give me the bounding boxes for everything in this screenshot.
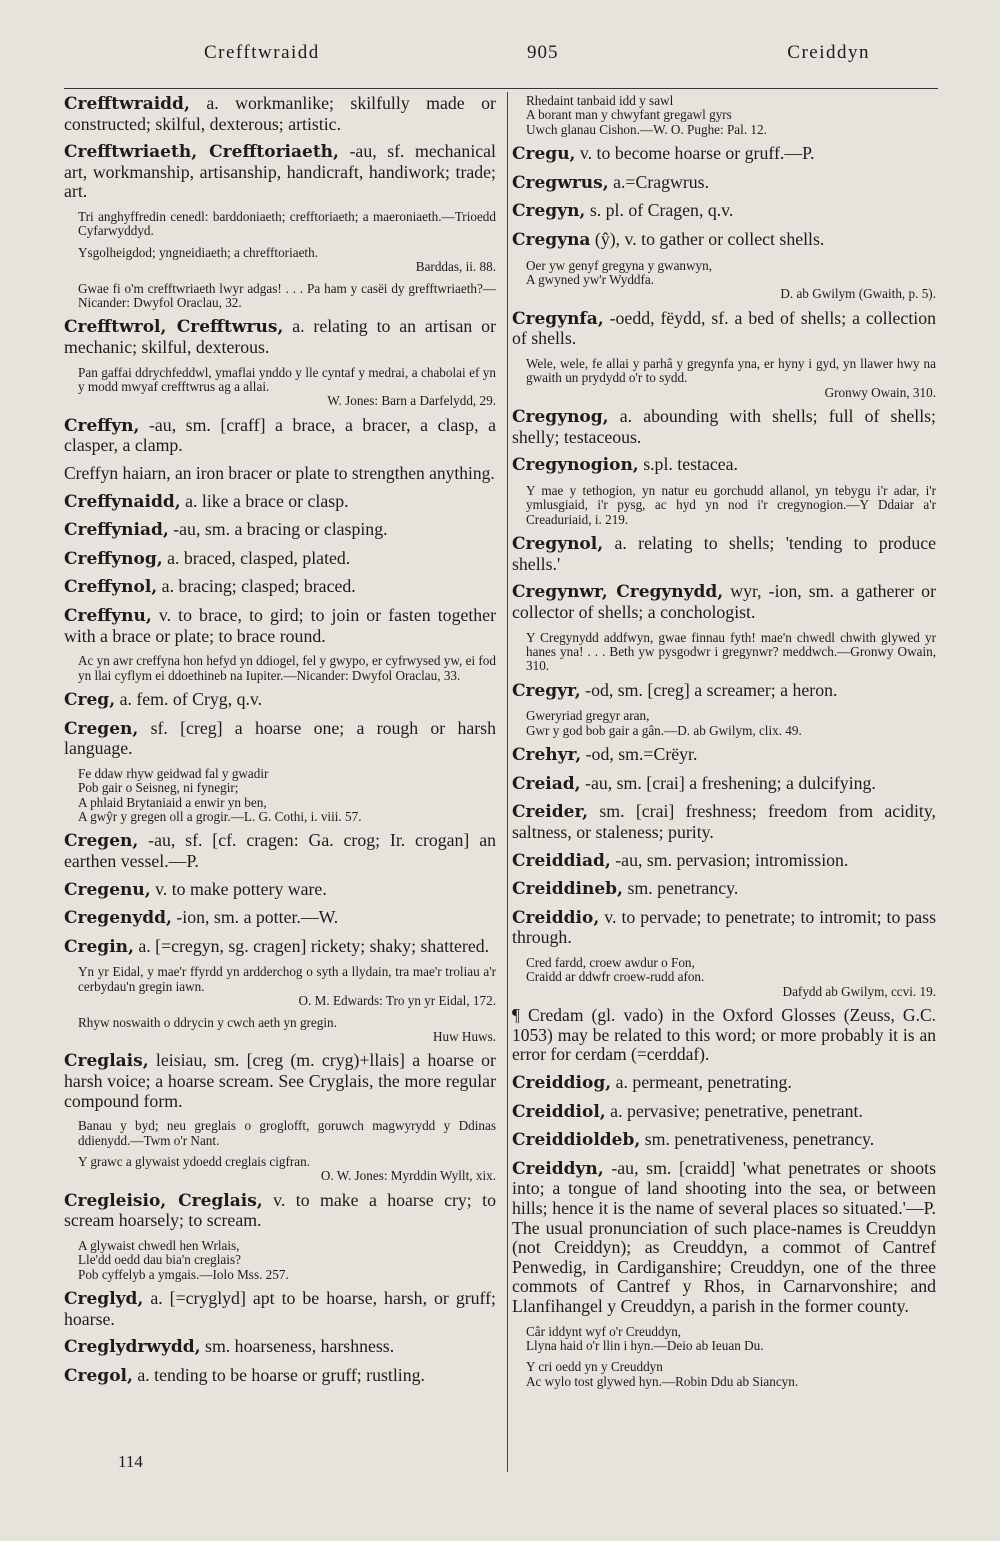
signature-mark: 114 <box>118 1452 143 1471</box>
entry-headword: Cregynwr, Cregynydd, <box>512 582 724 603</box>
dictionary-entry <box>64 831 496 871</box>
dictionary-entry <box>64 1191 496 1231</box>
dictionary-entry <box>64 1289 496 1329</box>
quote-line: Yn yr Eidal, y mae'r ffyrdd yn ardderchog o syth a llydain, tra mae'r troliau a'r cerbydau'n gregin iawn. <box>78 964 496 994</box>
dictionary-entry <box>512 1073 936 1094</box>
entry-headword: Creiddineb, <box>512 879 623 900</box>
dictionary-entry <box>64 577 496 598</box>
entry-headword: Creiddiog, <box>512 1072 612 1093</box>
quote-source: Gronwy Owain, 310. <box>824 384 936 400</box>
dictionary-entry <box>64 317 496 357</box>
quote-source: O. M. Edwards: Tro yn yr Eidal, 172. <box>298 993 496 1009</box>
entry-definition: -od, sm.=Crëyr. <box>585 744 698 765</box>
dictionary-entry <box>64 880 496 901</box>
entry-headword: Crefftwriaeth, Crefftoriaeth, <box>64 142 339 163</box>
dictionary-entry <box>512 534 936 574</box>
entry-definition: a. abounding with shells; full of shells; shelly; testaceous. <box>512 406 936 447</box>
citation-quote <box>526 357 936 400</box>
entry-headword: Crefftwrol, Crefftwrus, <box>64 317 284 338</box>
entry-headword: Cregynol, <box>512 534 604 555</box>
entry-definition: a. bracing; clasped; braced. <box>161 576 356 597</box>
entry-definition: a. relating to shells; 'tending to produce shells.' <box>512 533 936 574</box>
left-column <box>64 94 496 1395</box>
entry-headword: Cregynog, <box>512 407 609 428</box>
quote-line: Pob gair o Seisneg, ni fynegir; <box>78 780 239 796</box>
quote-source: O. W. Jones: Myrddin Wyllt, xix. <box>320 1168 496 1184</box>
quote-line: Fe ddaw rhyw geidwad fal y gwadir <box>78 765 269 781</box>
entry-definition: -au, sm. [craff] a brace, a bracer, a clasp, a clasper, a clamp. <box>64 414 496 456</box>
entry-definition: v. to make pottery ware. <box>155 878 327 899</box>
entry-definition: a. [=cryglyd] apt to be hoarse, harsh, or gruff; hoarse. <box>64 1288 496 1329</box>
entry-definition: a. braced, clasped, plated. <box>167 547 351 568</box>
entry-headword: Creiddio, <box>512 907 600 928</box>
entry-definition: -ion, sm. a potter.—W. <box>176 907 339 928</box>
dictionary-entry <box>64 1337 496 1358</box>
entry-headword: Creffyn, <box>64 415 140 436</box>
dictionary-entry <box>512 802 936 842</box>
entry-definition: a. relating to an artisan or mechanic; skilful, dexterous. <box>64 316 496 357</box>
dictionary-entry <box>512 1159 936 1317</box>
entry-definition: a. tending to be hoarse or gruff; rustling. <box>137 1364 425 1385</box>
dictionary-entry <box>512 582 936 622</box>
citation-quote <box>78 767 496 825</box>
entry-definition: a. pervasive; penetrative, penetrant. <box>610 1100 863 1121</box>
citation-quote <box>526 631 936 674</box>
entry-headword: Cregen, <box>64 718 139 739</box>
dictionary-entry <box>512 407 936 447</box>
entry-definition: s.pl. testacea. <box>643 454 738 475</box>
dictionary-entry <box>64 520 496 541</box>
entry-headword: Creffyniad, <box>64 520 169 541</box>
entry-definition: a. like a brace or clasp. <box>185 490 349 511</box>
quote-source: Huw Huws. <box>432 1028 496 1044</box>
entry-definition: -au, sm. a bracing or clasping. <box>173 519 388 540</box>
citation-quote <box>78 1119 496 1148</box>
citation-quote <box>526 94 936 137</box>
citation-quote <box>526 1360 936 1389</box>
entry-definition: -au, sf. [cf. cragen: Ga. crog; Ir. crogan] an earthen vessel.—P. <box>64 830 496 871</box>
dictionary-entry <box>512 173 936 194</box>
quote-line: Ysgolheigdod; yngneidiaeth; a chrefftoriaeth. <box>78 244 318 260</box>
citation-quote <box>78 366 496 409</box>
quote-line: Wele, wele, fe allai y parhâ y gregynfa yna, er hyny i gyd, yn llawer hwy na gwaith un prydydd o'r to sydd. <box>526 356 936 386</box>
citation-quote <box>78 282 496 311</box>
entry-definition: sm. [crai] freshness; freedom from acidity, saltness, or staleness; purity. <box>512 801 937 842</box>
entry-definition: sf. [creg] a hoarse one; a rough or harsh language. <box>64 717 496 759</box>
quote-source: W. Jones: Barn a Darfelydd, 29. <box>327 393 496 409</box>
citation-quote <box>78 210 496 239</box>
entry-definition: a. workmanlike; skilfully made or constructed; skilful, dexterous; artistic. <box>64 93 496 134</box>
dictionary-entry <box>512 745 936 766</box>
dictionary-entry <box>64 1366 496 1387</box>
quote-line: Pob cyffelyb a ymgais.—Iolo Mss. 257. <box>78 1266 289 1282</box>
entry-definition: a. fem. of Cryg, q.v. <box>119 688 263 709</box>
entry-headword: Cregenydd, <box>64 908 172 929</box>
quote-line: Gwr y god bob gair a gân.—D. ab Gwilym, clix. 49. <box>526 722 802 738</box>
quote-line: A phlaid Brytaniaid a enwir yn ben, <box>78 794 267 810</box>
entry-headword: Cregin, <box>64 936 134 957</box>
dictionary-entry <box>512 1130 936 1151</box>
citation-quote <box>526 709 936 738</box>
citation-quote <box>78 1239 496 1282</box>
quote-line: Y mae y tethogion, yn natur eu gorchudd allanol, yn tebygu i'r adar, i'r ymlusgiaid, i'r pysg, ac hyd yn nod i'r cregynogion.—Y Ddaiar a'r Creaduriaid, i. 219. <box>526 483 936 527</box>
citation-quote <box>526 484 936 527</box>
quote-line: A gwyned yw'r Wyddfa. <box>526 272 655 287</box>
page-number: 905 <box>527 42 559 63</box>
citation-quote <box>526 1325 936 1354</box>
dictionary-entry <box>64 690 496 711</box>
entry-definition: -au, sf. mechanical art, workmanship, artisanship, handicraft, handiwork; trade; art. <box>64 141 496 202</box>
quote-line: Gwae fi o'm crefftwriaeth lwyr adgas! . . . Pa ham y casëi dy grefftwriaeth?—Nicander: Dwyfol Oraclau, 32. <box>78 280 496 310</box>
dictionary-entry <box>512 908 936 948</box>
citation-quote <box>78 965 496 1008</box>
entry-paragraph: ¶ Credam (gl. vado) in the Oxford Glosses (Zeuss, G.C. 1053) may be related to this word; or more probably it is an error for cerdam (=cerddaf). <box>512 1005 936 1065</box>
quote-line: A glywaist chwedl hen Wrlais, <box>78 1237 240 1253</box>
quote-line: Lle'dd oedd dau bia'n creglais? <box>78 1252 241 1268</box>
quote-source: D. ab Gwilym (Gwaith, p. 5). <box>780 286 936 302</box>
header-right-guide-word: Creiddyn <box>787 42 870 63</box>
quote-line: Rhyw noswaith o ddrycin y cwch aeth yn gregin. <box>78 1014 337 1030</box>
entry-headword: Creg, <box>64 689 116 710</box>
entry-headword: Crehyr, <box>512 745 582 766</box>
dictionary-entry <box>512 201 936 222</box>
quote-line: Y cri oedd yn y Creuddyn <box>526 1359 663 1375</box>
entry-definition: sm. hoarseness, harshness. <box>205 1336 395 1357</box>
entry-headword: Creffynaidd, <box>64 491 181 512</box>
entry-headword: Cregynfa, <box>512 308 604 329</box>
column-divider <box>507 92 508 1472</box>
quote-source: Barddas, ii. 88. <box>415 259 496 275</box>
entry-definition: -au, sm. pervasion; intromission. <box>615 849 849 870</box>
entry-headword: Creffynol, <box>64 577 158 598</box>
dictionary-entry <box>64 606 496 646</box>
citation-quote <box>78 1016 496 1045</box>
entry-definition: v. to pervade; to penetrate; to intromit; to pass through. <box>512 906 936 948</box>
quote-line: Pan gaffai ddrychfeddwl, ymaflai ynddo y lle cyntaf y medrai, a chabolai ef yn y modd mwyaf crefftwrus ag a allai. <box>78 364 496 394</box>
entry-headword: Creiddioldeb, <box>512 1130 641 1151</box>
entry-headword: Cregyna <box>512 230 591 250</box>
dictionary-entry <box>512 309 936 349</box>
entry-definition: a. permeant, penetrating. <box>615 1071 792 1092</box>
entry-headword: Crefftwraidd, <box>64 94 190 114</box>
quote-line: Tri anghyffredin cenedl: barddoniaeth; crefftoriaeth; a maeroniaeth.—Trioedd Cyfarwyddyd. <box>78 208 496 239</box>
entry-definition: v. to make a hoarse cry; to scream hoarsely; to scream. <box>64 1189 496 1231</box>
quote-line: Ac yn awr creffyna hon hefyd yn ddiogel, fel y gwypo, er cyfrwysed yw, ei fod yn llai cyflym ei ddoethineb na Iupiter.—Nicander: Dwyfol Oraclau, 33. <box>78 653 496 683</box>
entry-headword: Creffynog, <box>64 548 163 569</box>
dictionary-entry <box>512 681 936 702</box>
citation-quote <box>526 259 936 302</box>
entry-definition: leisiau, sm. [creg (m. cryg)+llais] a hoarse or harsh voice; a hoarse scream. See Cryglais, the more regular compound form. <box>64 1050 496 1111</box>
entry-headword: Creglais, <box>64 1051 149 1072</box>
quote-line: A borant man y chwyfant gregawl gyrs <box>526 107 732 123</box>
entry-headword: Cregynogion, <box>512 455 639 476</box>
dictionary-entry <box>64 416 496 456</box>
dictionary-entry <box>64 937 496 958</box>
entry-headword: Creiddyn, <box>512 1158 604 1179</box>
entry-paragraph: Creffyn haiarn, an iron bracer or plate to strengthen anything. <box>64 463 495 483</box>
dictionary-entry <box>512 774 936 795</box>
entry-definition: -od, sm. [creg] a screamer; a heron. <box>585 679 838 700</box>
quote-line: Rhedaint tanbaid idd y sawl <box>526 93 674 108</box>
quote-line: Y Cregynydd addfwyn, gwae finnau fyth! mae'n chwedl chwith glywed yr hanes yna! . . . Beth yw pysgodwr i gregynwr? meddwch.—Gronwy Owain, 310. <box>526 629 936 674</box>
dictionary-entry <box>64 142 496 202</box>
dictionary-entry <box>512 1102 936 1123</box>
entry-headword: Cregyr, <box>512 680 581 701</box>
entry-headword: Cregwrus, <box>512 172 609 193</box>
entry-definition: -au, sm. [crai] a freshening; a dulcifying. <box>585 772 876 793</box>
dictionary-entry <box>64 94 496 134</box>
entry-headword: Cregu, <box>512 144 576 165</box>
entry-headword: Creglydrwydd, <box>64 1337 201 1358</box>
entry-headword: Cregol, <box>64 1365 133 1386</box>
dictionary-entry <box>512 455 936 476</box>
entry-headword: Cregenu, <box>64 879 151 900</box>
entry-headword: Creider, <box>512 802 589 823</box>
dictionary-entry <box>64 719 496 759</box>
quote-line: Gweryriad gregyr aran, <box>526 708 650 724</box>
quote-line: Câr iddynt wyf o'r Creuddyn, <box>526 1323 682 1339</box>
entry-headword: Cregleisio, Creglais, <box>64 1190 263 1211</box>
entry-definition: (ŷ), v. to gather or collect shells. <box>594 229 825 249</box>
quote-line: Llyna haid o'r llin i hyn.—Deio ab Ieuan Du. <box>526 1337 764 1353</box>
quote-line: A gwŷr y gregen oll a grogir.—L. G. Cothi, i. viii. 57. <box>78 808 362 824</box>
citation-quote <box>78 1155 496 1184</box>
quote-line: Ac wylo tost glywed hyn.—Robin Ddu ab Siancyn. <box>526 1373 799 1389</box>
quote-line: Uwch glanau Cishon.—W. O. Pughe: Pal. 12. <box>526 121 767 137</box>
right-column <box>512 94 936 1396</box>
running-header <box>62 42 940 72</box>
dictionary-entry <box>64 908 496 929</box>
entry-definition: v. to brace, to gird; to join or fasten together with a brace or plate; to brace round. <box>64 604 496 646</box>
quote-line: Craidd ar ddwfr croew-rudd afon. <box>526 969 705 985</box>
dictionary-entry <box>512 879 936 900</box>
entry-headword: Creffynu, <box>64 605 152 626</box>
citation-quote <box>526 956 936 999</box>
quote-line: Banau y byd; neu greglais o groglofft, goruwch magwyrydd y Ddinas ddienydd.—Twm o'r Nant. <box>78 1118 496 1148</box>
entry-definition: sm. penetrativeness, penetrancy. <box>644 1129 875 1150</box>
entry-definition: v. to become hoarse or gruff.—P. <box>579 143 815 164</box>
entry-headword: Cregen, <box>64 831 139 852</box>
header-rule <box>64 88 938 89</box>
dictionary-entry <box>512 851 936 872</box>
quote-source: Dafydd ab Gwilym, ccvi. 19. <box>782 983 936 999</box>
entry-headword: Creglyd, <box>64 1289 144 1310</box>
entry-definition: -oedd, fëydd, sf. a bed of shells; a collection of shells. <box>512 307 936 349</box>
entry-headword: Creiddiol, <box>512 1101 606 1122</box>
entry-definition: wyr, -ion, sm. a gatherer or collector of shells; a conchologist. <box>512 581 936 622</box>
dictionary-entry <box>64 1051 496 1111</box>
quote-line: Oer yw genyf gregyna y gwanwyn, <box>526 257 713 273</box>
entry-definition: a. [=cregyn, sg. cragen] rickety; shaky; shattered. <box>138 935 490 956</box>
quote-line: Y grawc a glywaist ydoedd creglais cigfran. <box>78 1153 311 1169</box>
entry-headword: Creiddiad, <box>512 850 611 871</box>
quote-line: Cred fardd, croew awdur o Fon, <box>526 954 695 970</box>
entry-headword: Cregyn, <box>512 201 586 222</box>
entry-definition: s. pl. of Cragen, q.v. <box>589 200 734 221</box>
entry-definition: -au, sm. [craidd] 'what penetrates or shoots into; a tongue of land shooting into the sea, or between hills; hence it is the name of several places so situated.'—P. The usual pronunciation of such place-names is Creuddyn (not Creiddyn); as Creuddyn, a commot of Cantref Penwedig, in Cardiganshire; Creuddyn, one of the three commots of Cantref y Rhos, in Carnarvonshire; and Llanfihangel y Creuddyn, a parish in the former county. <box>512 1157 936 1316</box>
citation-quote <box>78 654 496 683</box>
entry-definition: a.=Cragwrus. <box>613 171 710 192</box>
dictionary-entry <box>64 492 496 513</box>
header-left-guide-word: Crefftwraidd <box>204 42 320 63</box>
entry-headword: Creiad, <box>512 773 581 794</box>
dictionary-entry <box>512 144 936 165</box>
dictionary-entry <box>64 549 496 570</box>
dictionary-entry <box>512 230 936 251</box>
entry-definition: sm. penetrancy. <box>627 878 739 899</box>
citation-quote <box>78 246 496 275</box>
